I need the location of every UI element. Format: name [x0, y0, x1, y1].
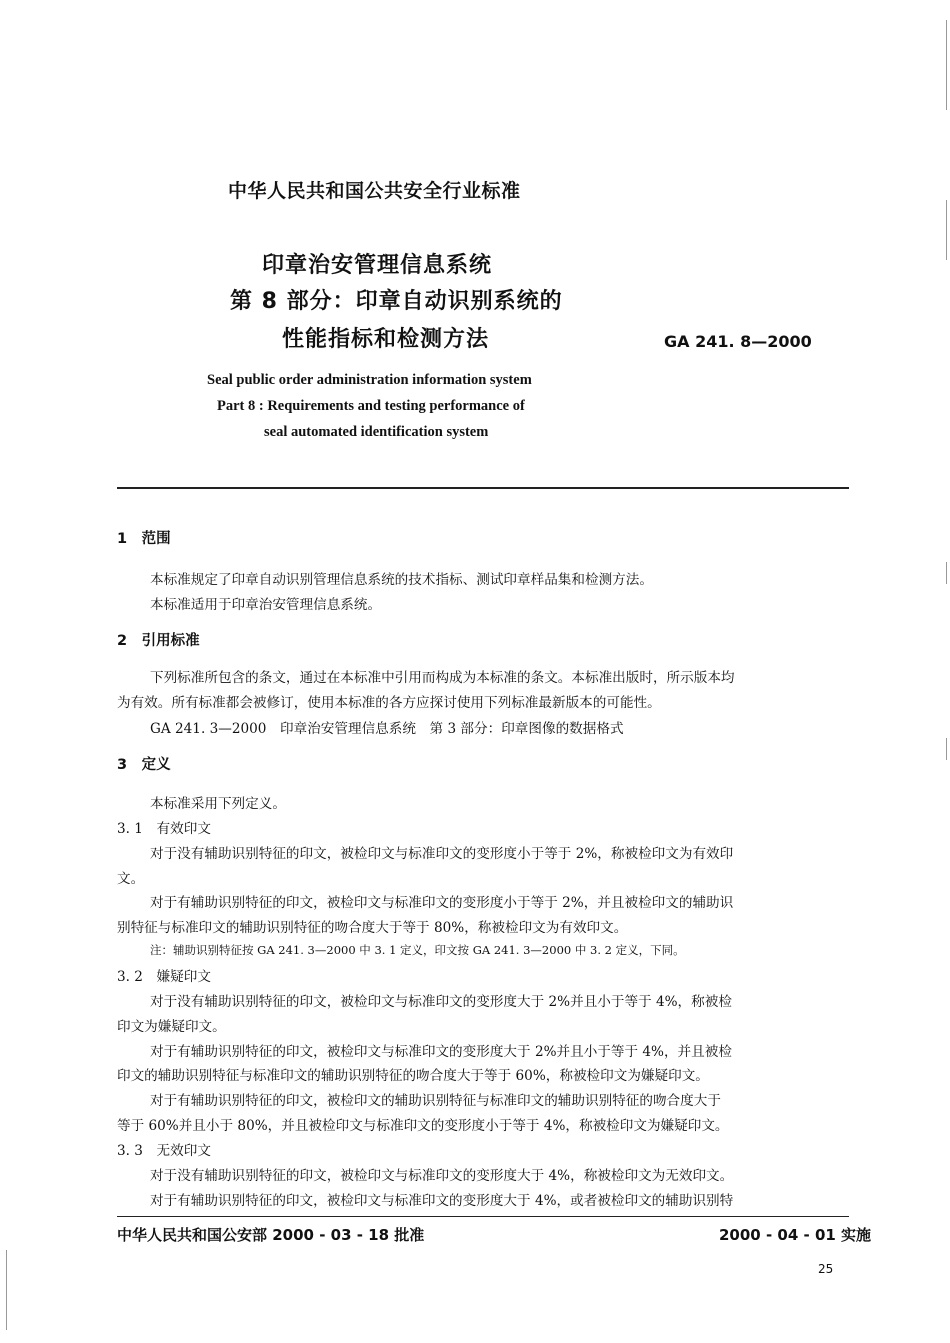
standard-category: 中华人民共和国公共安全行业标准	[228, 180, 521, 202]
definition-3-2-p3-line-2: 等于 60%并且小于 80%，并且被检印文与标准印文的变形度小于等于 4%，称被检印文为嫌疑印文。	[117, 1118, 729, 1134]
footer-divider	[117, 1216, 849, 1217]
section-3-heading: 3 定义	[117, 757, 171, 773]
definition-3-3-title: 3. 3 无效印文	[117, 1143, 211, 1159]
title-line-2: 第 8 部分：印章自动识别系统的	[230, 289, 563, 314]
effective-date: 2000 - 04 - 01 实施	[719, 1226, 872, 1244]
title-line-1: 印章治安管理信息系统	[262, 253, 493, 278]
definition-note: 注：辅助识别特征按 GA 241. 3—2000 中 3. 1 定义，印文按 GA 241. 3—2000 中 3. 2 定义，下同。	[150, 943, 685, 957]
definition-3-1-title: 3. 1 有效印文	[117, 821, 211, 837]
standard-code: GA 241. 8—2000	[664, 332, 812, 351]
scan-edge-mark	[946, 738, 947, 760]
definition-3-1-p1-line-1: 对于没有辅助识别特征的印文，被检印文与标准印文的变形度小于等于 2%，称被检印文为有效印	[150, 846, 734, 862]
page-number: 25	[818, 1262, 834, 1276]
definition-3-2-p3-line-1: 对于有辅助识别特征的印文，被检印文的辅助识别特征与标准印文的辅助识别特征的吻合度大于	[150, 1093, 721, 1109]
definition-3-1-p2-line-1: 对于有辅助识别特征的印文，被检印文与标准印文的变形度小于等于 2%，并且被检印文的辅助识	[150, 895, 734, 911]
definition-3-2-p2-line-2: 印文的辅助识别特征与标准印文的辅助识别特征的吻合度大于等于 60%，称被检印文为嫌疑印文。	[117, 1068, 709, 1084]
scan-edge-mark	[946, 20, 947, 110]
definition-3-2-p1-line-2: 印文为嫌疑印文。	[117, 1019, 226, 1035]
section-1-paragraph-2: 本标准适用于印章治安管理信息系统。	[150, 597, 382, 613]
section-1-heading: 1 范围	[117, 531, 171, 547]
english-title-line-1: Seal public order administration information system	[207, 372, 532, 388]
section-1-paragraph-1: 本标准规定了印章自动识别管理信息系统的技术指标、测试印章样品集和检测方法。	[150, 572, 653, 588]
header-divider	[117, 487, 849, 489]
definition-3-3-p2: 对于有辅助识别特征的印文，被检印文与标准印文的变形度大于 4%，或者被检印文的辅助识别特	[150, 1193, 734, 1209]
scan-edge-mark	[946, 562, 947, 584]
section-2-heading: 2 引用标准	[117, 633, 200, 649]
english-title-line-3: seal automated identification system	[264, 424, 489, 440]
definition-3-2-p1-line-1: 对于没有辅助识别特征的印文，被检印文与标准印文的变形度大于 2%并且小于等于 4%，称被检	[150, 994, 732, 1010]
approval-date: 中华人民共和国公安部 2000 - 03 - 18 批准	[117, 1226, 425, 1244]
normative-reference: GA 241. 3—2000 印章治安管理信息系统 第 3 部分：印章图像的数据格式	[150, 721, 624, 737]
definition-3-1-p1-line-2: 文。	[117, 871, 145, 887]
section-2-paragraph-line-1: 下列标准所包含的条文，通过在本标准中引用而构成为本标准的条文。本标准出版时，所示版本均	[150, 670, 735, 686]
title-line-3: 性能指标和检测方法	[282, 327, 490, 352]
definition-3-2-title: 3. 2 嫌疑印文	[117, 969, 211, 985]
english-title-line-2: Part 8 : Requirements and testing performance of	[217, 398, 525, 414]
definition-3-1-p2-line-2: 别特征与标准印文的辅助识别特征的吻合度大于等于 80%，称被检印文为有效印文。	[117, 920, 628, 936]
definition-3-3-p1: 对于没有辅助识别特征的印文，被检印文与标准印文的变形度大于 4%，称被检印文为无效印文。	[150, 1168, 734, 1184]
section-2-paragraph-line-2: 为有效。所有标准都会被修订，使用本标准的各方应探讨使用下列标准最新版本的可能性。	[117, 695, 661, 711]
section-3-intro: 本标准采用下列定义。	[150, 796, 286, 812]
scan-edge-mark	[6, 1250, 7, 1330]
definition-3-2-p2-line-1: 对于有辅助识别特征的印文，被检印文与标准印文的变形度大于 2%并且小于等于 4%，并且被检	[150, 1044, 732, 1060]
scan-edge-mark	[946, 200, 947, 260]
